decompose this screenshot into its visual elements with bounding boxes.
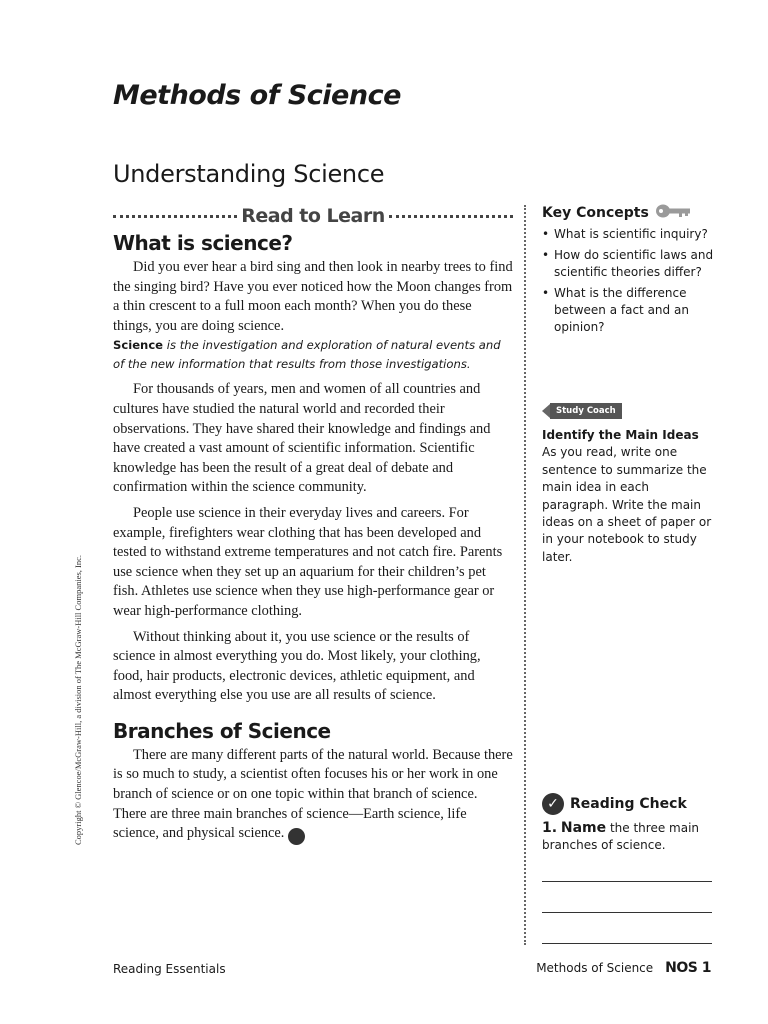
read-to-learn-banner <box>113 204 513 228</box>
study-coach-body: As you read, write one sentence to summarize the main idea in each paragraph. Write the main ideas on a sheet of paper or in your notebook to study later. <box>542 445 712 564</box>
question-text: the three main branches of science. <box>542 821 700 852</box>
main-column <box>113 230 513 845</box>
definition-text: is the investigation and exploration of natural events and of the new information that results from those investigations. <box>113 338 501 372</box>
answer-line[interactable] <box>542 912 712 913</box>
checkmark-icon: ✓ <box>288 828 305 845</box>
key-concept-item: • What is scientific inquiry? <box>542 226 718 243</box>
footer-right <box>536 960 711 976</box>
study-coach-label: Study Coach <box>550 403 622 419</box>
pencil-tip-icon <box>542 404 550 418</box>
answer-line[interactable] <box>542 943 712 944</box>
column-divider <box>524 205 526 945</box>
reading-check-question <box>542 820 718 854</box>
key-icon <box>655 203 691 223</box>
key-concepts-list <box>542 226 718 340</box>
chapter-title: Methods of Science <box>113 80 401 111</box>
footer-book-title: Reading Essentials <box>113 962 226 976</box>
checkmark-icon: ✓ <box>542 793 564 815</box>
definition <box>113 336 513 374</box>
study-coach-text <box>542 427 718 566</box>
section-heading-what-is-science: What is science? <box>113 231 293 255</box>
read-to-learn-label: Read to Learn <box>241 205 385 227</box>
study-coach-tag <box>542 403 622 419</box>
question-number: 1. <box>542 820 558 836</box>
reading-check-label: Reading Check <box>570 796 687 812</box>
paragraph <box>113 746 513 845</box>
definition-term: Science <box>113 338 164 353</box>
dotted-rule-left <box>113 215 237 218</box>
lesson-title: Understanding Science <box>113 160 385 188</box>
footer-chapter-title: Methods of Science <box>536 961 654 975</box>
paragraph: For thousands of years, men and women of all countries and cultures have studied the natural world and recorded their observations. They have shared their knowledge and findings and have created a vast amount of scientific information. Scientific knowledge has been the result of a great deal of debate and confirmation within the science community. <box>113 381 491 496</box>
paragraph: People use science in their everyday lives and careers. For example, firefighters wear clothing that has been developed and tested to withstand extreme temperatures and not catch fire. Parents use science when they set up an aquarium for their children’s pet fish. Athletes use science when they use high-performance gear or wear high-performance clothing. <box>113 504 503 619</box>
key-concept-item: • What is the difference between a fact and an opinion? <box>542 285 718 336</box>
study-coach-heading: Identify the Main Ideas <box>542 428 699 442</box>
answer-line[interactable] <box>542 881 712 882</box>
paragraph: Without thinking about it, you use science or the results of science in almost everything you do. Most likely, your clothing, food, hair products, electronic devices, athletic equipment, and almost everything else you use are all results of science. <box>113 628 481 704</box>
section-heading-branches: Branches of Science <box>113 718 331 743</box>
reading-check-title <box>542 793 718 815</box>
key-concepts-title <box>542 203 718 223</box>
paragraph: Did you ever hear a bird sing and then look in nearby trees to find the singing bird? Have you ever noticed how the Moon changes from a thin crescent to a full moon each month? When you do these things, you are doing science. <box>113 259 513 334</box>
key-concept-item: • How do scientific laws and scientific theories differ? <box>542 247 718 281</box>
dotted-rule-right <box>389 215 513 218</box>
copyright-notice: Copyright © Glencoe/McGraw-Hill, a division of The McGraw-Hill Companies, Inc. <box>73 554 83 846</box>
question-verb: Name <box>560 820 607 836</box>
page-number: NOS 1 <box>665 960 711 976</box>
key-concepts-label: Key Concepts <box>542 205 649 221</box>
paragraph-text: There are many different parts of the natural world. Because there is so much to study, a scientist often focuses his or her work in one branch of science or on one topic within that branch of science. There are three main branches of science—Earth science, life science, and physical science. <box>113 746 513 842</box>
